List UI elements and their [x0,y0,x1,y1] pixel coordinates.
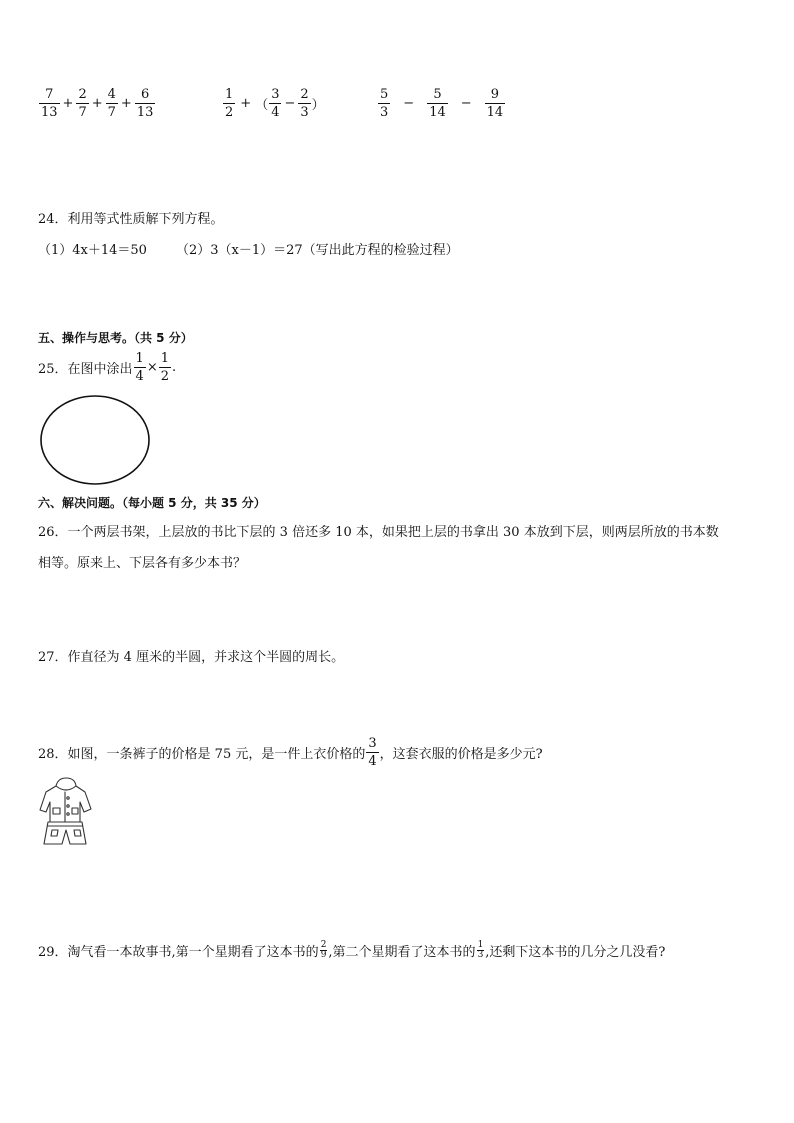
q29-part1: 29．淘气看一本故事书,第一个星期看了这本书的 [38,945,319,960]
q27-text: 27．作直径为 4 厘米的半圆，并求这个半圆的周长。 [38,650,345,665]
section-5-heading: 五、操作与思考。（共 5 分） [38,331,193,345]
fraction: $\frac{5}{3}$ [380,87,389,120]
section-6-heading: 六、解决问题。（每小题 5 分，共 35 分） [38,496,266,510]
expression-2 [222,88,325,119]
q26-line1: 26．一个两层书架，上层放的书比下层的 3 倍还多 10 本，如果把上层的书拿出 30 本放到下层，则两层所放的书本数 [38,525,719,540]
fraction: $\frac{1}{2}$ [225,87,234,120]
fraction: $\frac{1}{4}$ [135,351,144,384]
operator: − [284,96,296,111]
expression-3 [377,88,506,119]
fraction: $\frac{4}{7}$ [107,87,116,120]
fraction: $\frac{2}{3}$ [300,87,309,120]
fraction: $\frac{5}{14}$ [429,87,446,120]
clothing-illustration [34,776,98,848]
operator: × [146,360,158,375]
expression-1 [38,88,156,119]
q29-part3: ,还剩下这本书的几分之几没看? [485,945,666,960]
fraction: $\frac{3}{4}$ [271,87,280,120]
left-paren: （ [255,98,269,113]
operator: − [403,96,415,111]
fraction: $\frac{2}{9}$ [320,940,327,960]
q28 [38,737,543,768]
operator: + [91,96,103,111]
q25-suffix: . [172,360,177,375]
fraction: $\frac{6}{13}$ [136,87,154,120]
fraction: $\frac{9}{14}$ [486,87,504,120]
q25 [38,352,176,383]
operator: + [240,96,252,111]
fraction: $\frac{3}{4}$ [368,736,377,769]
q26-line2: 相等。原来上、下层各有多少本书？ [38,556,247,571]
fraction: $\frac{2}{7}$ [78,87,87,120]
fraction: $\frac{7}{13}$ [41,87,58,120]
operator: + [120,96,132,111]
q29 [38,941,665,960]
q25-prefix: 25．在图中涂出 [38,362,133,377]
fraction: $\frac{1}{2}$ [160,351,170,384]
fraction: $\frac{1}{3}$ [477,940,484,960]
q24-part2: （2）3（x－1）＝27（写出此方程的检验过程） [176,243,459,258]
q28-prefix: 28．如图，一条裤子的价格是 75 元，是一件上衣价格的 [38,747,366,762]
operator: − [460,96,472,111]
q24-title: 24．利用等式性质解下列方程。 [38,212,224,227]
operator: + [62,96,74,111]
q29-part2: ,第二个星期看了这本书的 [328,945,476,960]
q24-part1: （1）4x＋14＝50 [38,243,147,258]
circle-figure[interactable] [38,393,154,487]
right-paren: ） [311,98,325,113]
q28-suffix: ，这套衣服的价格是多少元? [379,747,543,762]
